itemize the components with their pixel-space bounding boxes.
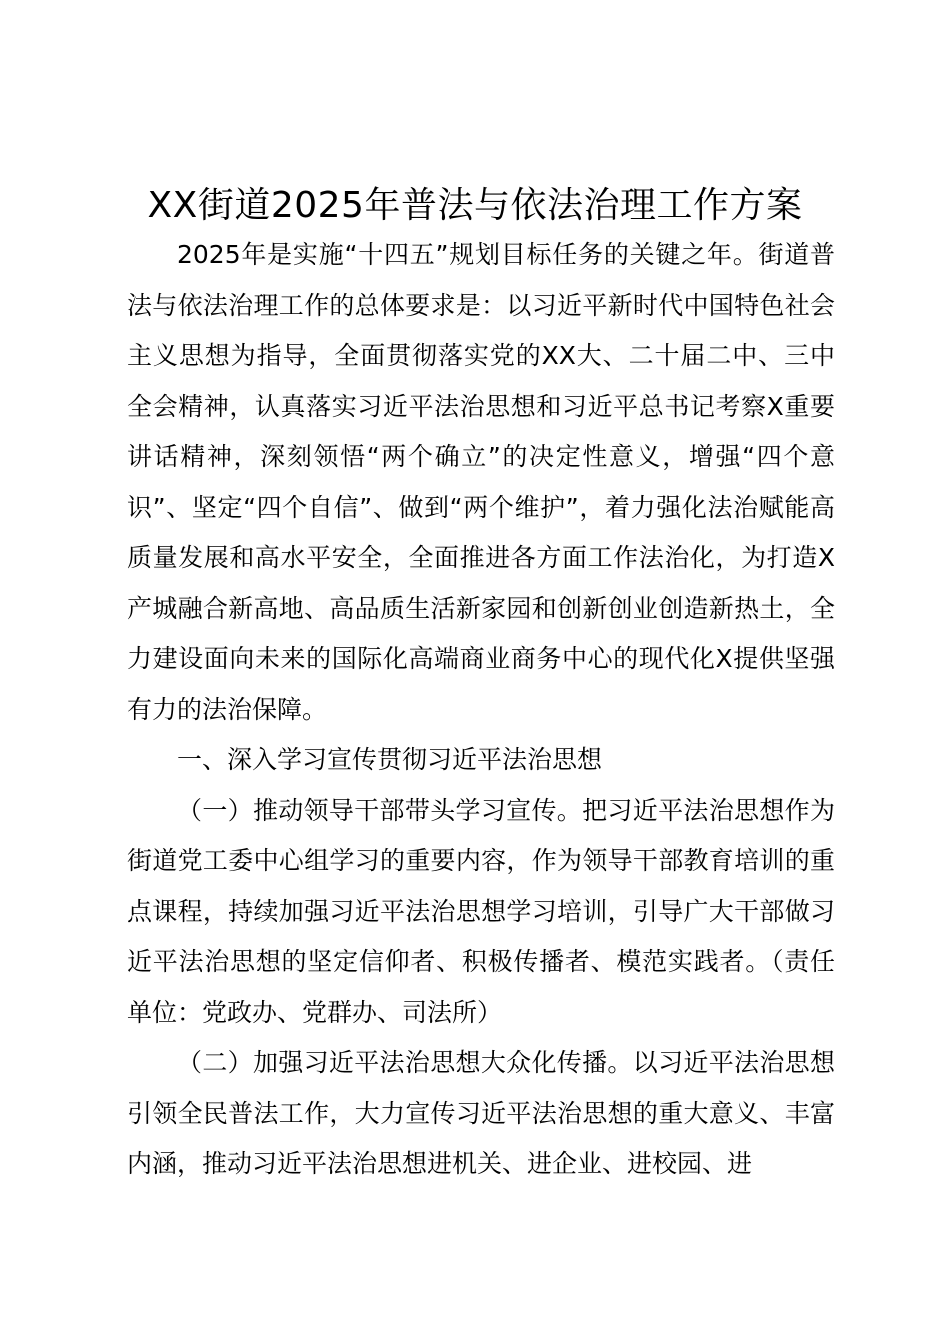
document-body: [127, 230, 835, 1190]
paragraph-item-2: （二）加强习近平法治思想大众化传播。以习近平法治思想引领全民普法工作，大力宣传习近平法治思想的重大意义、丰富内涵，推动习近平法治思想进机关、进企业、进校园、进: [127, 1048, 835, 1178]
document-title: XX街道2025年普法与依法治理工作方案: [147, 185, 803, 226]
section-heading-1: 一、深入学习宣传贯彻习近平法治思想: [177, 745, 603, 774]
paragraph-overview: 2025年是实施“十四五”规划目标任务的关键之年。街道普法与依法治理工作的总体要求是：以习近平新时代中国特色社会主义思想为指导，全面贯彻落实党的XX大、二十届二中、三中全会精神，认真落实习近平法治思想和习近平总书记考察X重要讲话精神，深刻领悟“两个确立”的决定性意义，增强“四个意识”、坚定“四个自信”、做到“两个维护”，着力强化法治赋能高质量发展和高水平安全，全面推进各方面工作法治化，为打造X产城融合新高地、高品质生活新家园和创新创业创造新热土，全力建设面向未来的国际化高端商业商务中心的现代化X提供坚强有力的法治保障。: [127, 240, 835, 724]
paragraph-item-1: （一）推动领导干部带头学习宣传。把习近平法治思想作为街道党工委中心组学习的重要内容，作为领导干部教育培训的重点课程，持续加强习近平法治思想学习培训，引导广大干部做习近平法治思想的坚定信仰者、积极传播者、模范实践者。（责任单位：党政办、党群办、司法所）: [127, 795, 835, 1027]
